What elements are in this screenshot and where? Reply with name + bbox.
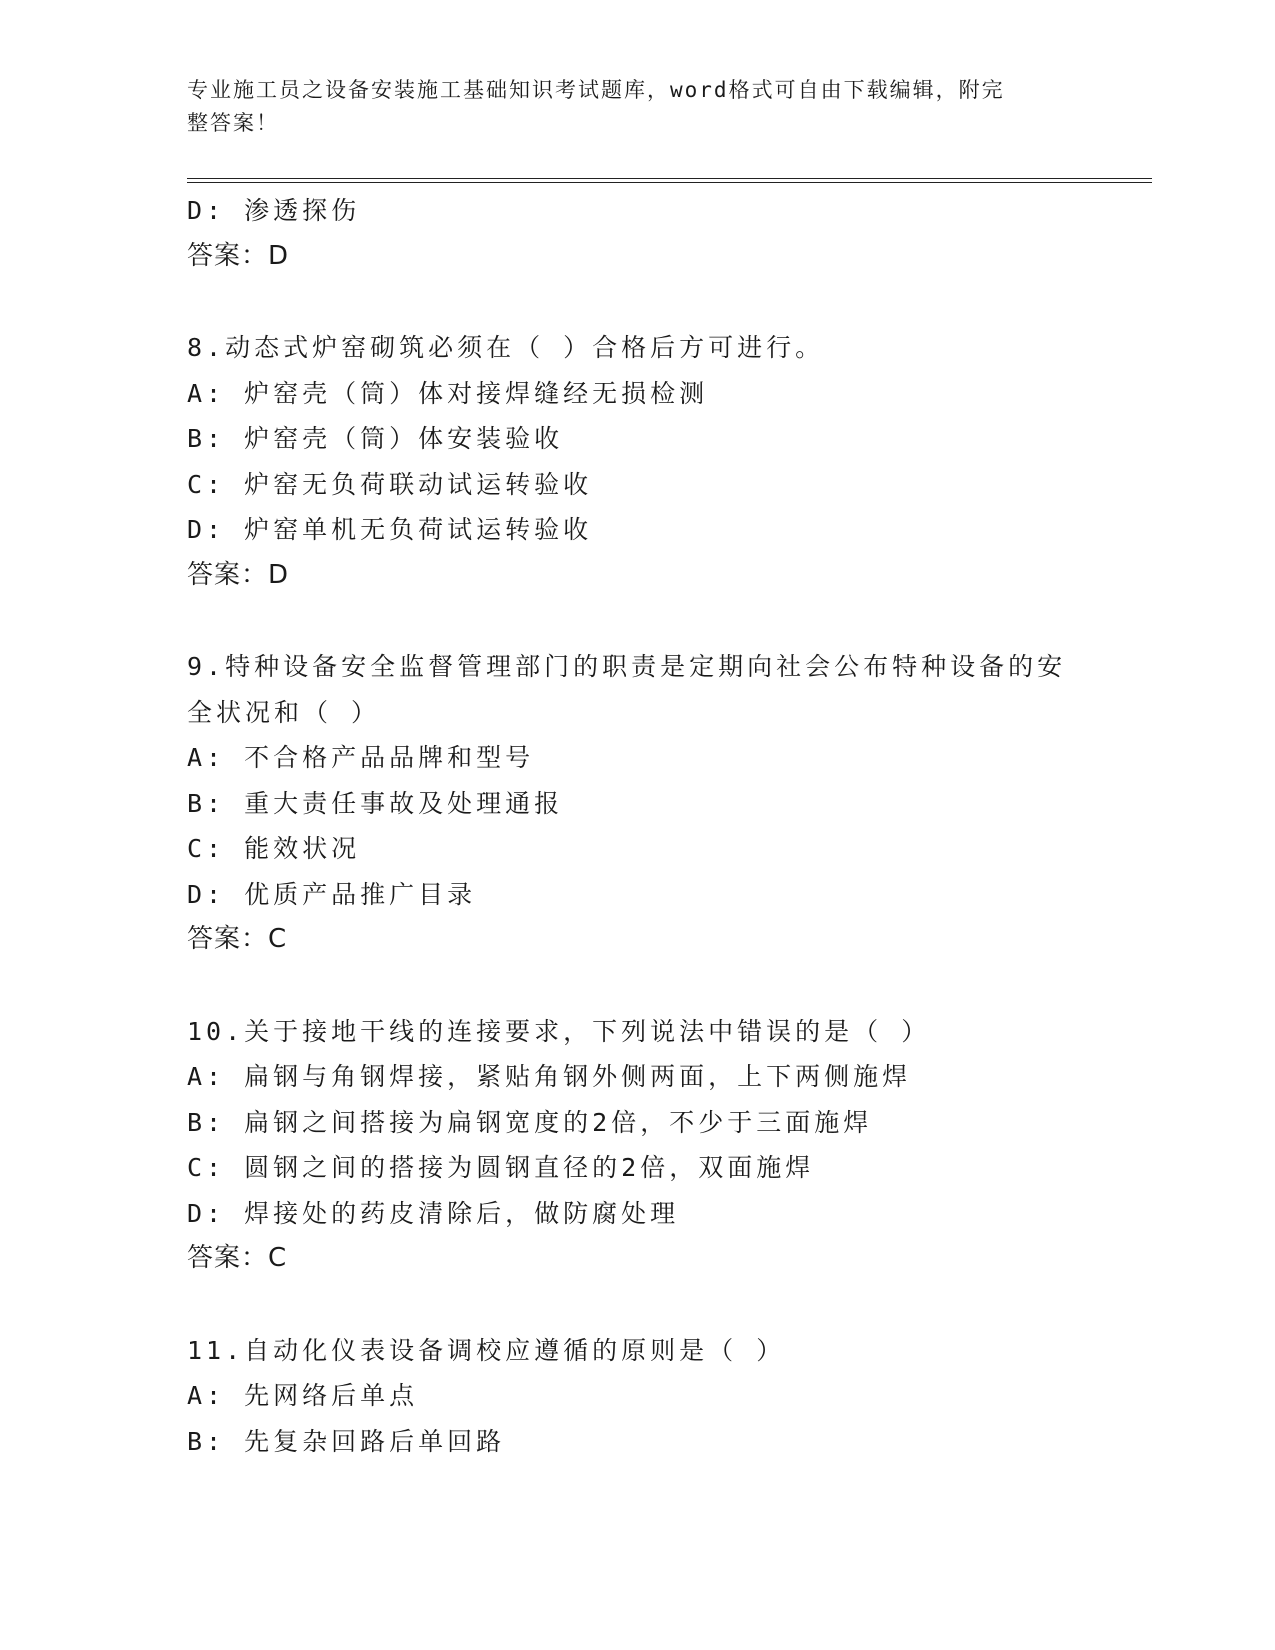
header-line-1: 专业施工员之设备安装施工基础知识考试题库，word格式可自由下载编辑，附完 [187,78,1005,102]
option-a: A: 先网络后单点 [187,1381,419,1410]
option-c: C: 能效状况 [187,834,361,863]
option-d: D: 炉窑单机无负荷试运转验收 [187,515,593,544]
question-stem-line-2: 全状况和（ ） [187,697,381,727]
question-10 [187,1009,1087,1282]
option-b: B: 扁钢之间搭接为扁钢宽度的2倍，不少于三面施焊 [187,1107,873,1137]
question-stem: 8.动态式炉窑砌筑必须在（ ）合格后方可进行。 [187,333,825,362]
header-line-2: 整答案！ [187,111,279,135]
question-11 [187,1328,1087,1465]
option-b: B: 先复杂回路后单回路 [187,1426,506,1456]
question-stem-line-1: 9.特种设备安全监督管理部门的职责是定期向社会公布特种设备的安 [187,652,1067,681]
option-c: C: 圆钢之间的搭接为圆钢直径的2倍，双面施焊 [187,1153,815,1182]
option-c: C: 炉窑无负荷联动试运转验收 [187,469,593,499]
answer: 答案：C [187,924,288,954]
question-9 [187,644,1087,963]
answer: 答案：C [187,1243,288,1273]
question-stem: 11.自动化仪表设备调校应遵循的原则是（ ） [187,1335,786,1365]
question-list [187,188,1087,1464]
question-8 [187,325,1087,598]
option-b: B: 重大责任事故及处理通报 [187,788,564,818]
answer: 答案：D [187,240,290,271]
option-d: D: 焊接处的药皮清除后，做防腐处理 [187,1198,680,1228]
document-header [187,74,1067,140]
option-a: A: 扁钢与角钢焊接，紧贴角钢外侧两面，上下两侧施焊 [187,1062,912,1091]
option-a: A: 炉窑壳（筒）体对接焊缝经无损检测 [187,378,709,408]
option-d: D: 优质产品推广目录 [187,879,477,909]
question-stem: 10.关于接地干线的连接要求，下列说法中错误的是（ ） [187,1016,931,1046]
header-divider-bottom [187,182,1152,183]
option-b: B: 炉窑壳（筒）体安装验收 [187,424,564,453]
option-d: D: 渗透探伤 [187,196,361,225]
question-7-continued [187,188,1087,279]
header-divider-top [187,178,1152,179]
answer: 答案：D [187,559,290,590]
option-a: A: 不合格产品品牌和型号 [187,743,535,772]
